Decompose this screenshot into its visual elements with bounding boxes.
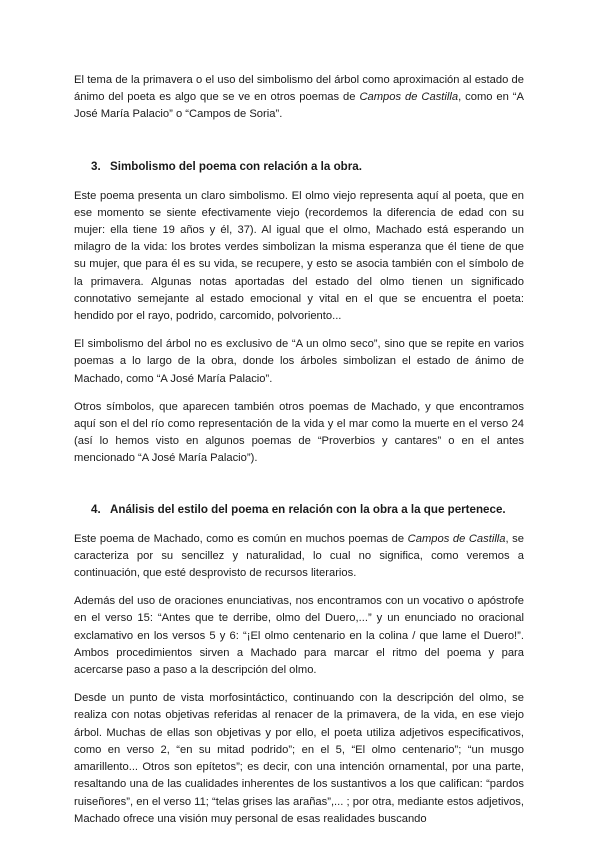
intro-text-a: El tema de la primavera o el uso del simbolismo del árbol como aproximación al estado de ánimo del poeta es algo que se ve en otros poemas de <box>74 74 524 104</box>
section-3-paragraph-3: Otros símbolos, que aparecen también otros poemas de Machado, y que encontramos aquí son el del río como representación de la vida y el mar como la muerte en el verso 24 (así lo hemos visto en algunos poemas de “Proverbios y cantares” o en el antes mencionado “A José María Palacio”). <box>74 400 524 465</box>
section-4-paragraph-2: Además del uso de oraciones enunciativas, nos encontramos con un vocativo o apóstrofe en el verso 15: “Antes que te derribe, olmo del Duero,...” y un enunciado no oracional exclamativo en los versos 5 y 6: “¡El olmo centenario en la colina / que lame el Duero!”. Ambos procedimientos sirven a Machado para marcar el ritmo del poema y para acercarse paso a paso a la descripción del olmo. <box>74 595 524 677</box>
intro-book-title: Campos de Castilla <box>359 91 459 104</box>
section-4-title: Análisis del estilo del poema en relación con la obra a la que pertenece. <box>110 502 506 516</box>
section-3-title: Simbolismo del poema con relación a la obra. <box>110 159 362 173</box>
intro-paragraph <box>74 72 524 124</box>
section-3-number: 3. <box>91 159 101 173</box>
section-4-paragraph-1 <box>74 531 524 583</box>
section-4-p1-text-b: , se caracteriza por su sencillez y naturalidad, lo cual no significa, como veremos a continuación, que esté desprovisto de recursos literarios. <box>74 532 524 580</box>
section-4-paragraph-3: Desde un punto de vista morfosintáctico, continuando con la descripción del olmo, se realiza con notas objetivas referidas al renacer de la primavera, de la vida, en ese viejo árbol. Muchas de ellas son objetivas y por ello, el poeta utiliza adjetivos especificativos, como en verso 2, “en su mitad podrido”; en el 5, “El olmo centenario”; “un musgo amarillento... Otros son epítetos”; es decir, con una intención ornamental, por una parte, resaltando una de las cualidades inherentes de los sustantivos a los que califican: “pardos ruiseñores”, en el verso 11; “telas grises las arañas”,... ; por otra, mediante estos adjetivos, Machado ofrece una visión muy personal de esas realidades buscando <box>74 692 524 825</box>
section-3-paragraph-2: El simbolismo del árbol no es exclusivo de “A un olmo seco”, sino que se repite en varios poemas a lo largo de la obra, donde los árboles simbolizan el estado de ánimo de Machado, como “A José María Palacio”. <box>74 338 524 385</box>
section-4-heading <box>74 501 524 518</box>
section-3-heading <box>74 158 524 175</box>
section-4-p1-text-a: Este poema de Machado, como es común en muchos poemas de <box>74 532 408 545</box>
section-4-book-title: Campos de Castilla <box>407 532 506 545</box>
intro-text-b: , como en “A José María Palacio” o “Campos de Soria”. <box>74 91 524 121</box>
section-4-number: 4. <box>91 502 101 516</box>
section-3-paragraph-1: Este poema presenta un claro simbolismo. El olmo viejo representa aquí al poeta, que en ese momento se siente efectivamente viejo (recordemos la diferencia de edad con su mujer: ella tiene 19 años y él, 37). Al igual que el olmo, Machado está esperando un milagro de la vida: los brotes verdes simbolizan la misma esperanza que él tiene de que su mujer, que para él es su vida, se recupere, y esto se asocia también con el símbolo de la primavera. Algunas notas aportadas del estado del olmo tienen un significado connotativo semejante al estado emocional y vital en el que se encuentra el poeta: hendido por el rayo, podrido, carcomido, polvoriento... <box>74 189 524 323</box>
